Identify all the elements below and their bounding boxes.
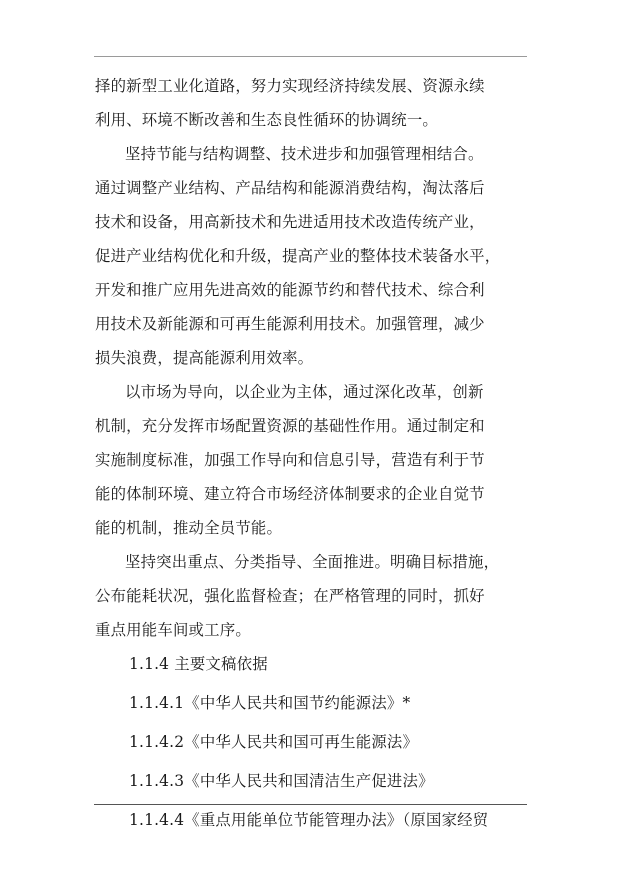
footer-rule <box>94 804 527 805</box>
text-line: 促进产业结构优化和升级，提高产业的整体技术装备水平， <box>95 247 501 265</box>
text-line: 用技术及新能源和可再生能源利用技术。加强管理，减少 <box>95 315 485 333</box>
reference-item: 1.1.4.1《中华人民共和国节约能源法》* <box>129 694 411 712</box>
text-line: 择的新型工业化道路，努力实现经济持续发展、资源永续 <box>95 77 485 95</box>
text-line: 开发和推广应用先进高效的能源节约和替代技术、综合利 <box>95 281 485 299</box>
header-rule <box>94 56 527 57</box>
paragraph-first-line: 坚持突出重点、分类指导、全面推进。明确目标措施， <box>125 553 500 571</box>
text-line: 技术和设备，用高新技术和先进适用技术改造传统产业， <box>95 213 485 231</box>
document-body <box>95 76 525 849</box>
text-line: 实施制度标准，加强工作导向和信息引导，营造有利于节 <box>95 451 485 469</box>
text-line: 能的机制，推动全员节能。 <box>95 519 283 537</box>
reference-item: 1.1.4.2《中华人民共和国可再生能源法》 <box>129 733 419 751</box>
reference-item: 1.1.4.4《重点用能单位节能管理办法》（原国家经贸 <box>129 811 489 829</box>
text-line: 公布能耗状况，强化监督检查；在严格管理的同时，抓好 <box>95 587 485 605</box>
reference-item: 1.1.4.3《中华人民共和国清洁生产促进法》 <box>129 772 434 790</box>
paragraph-first-line: 坚持节能与结构调整、技术进步和加强管理相结合。 <box>125 145 484 163</box>
text-line: 通过调整产业结构、产品结构和能源消费结构，淘汰落后 <box>95 179 485 197</box>
section-heading: 1.1.4 主要文稿依据 <box>129 655 268 673</box>
text-line: 机制，充分发挥市场配置资源的基础性作用。通过制定和 <box>95 417 485 435</box>
text-line: 损失浪费，提高能源利用效率。 <box>95 349 314 367</box>
text-line: 能的体制环境、建立符合市场经济体制要求的企业自觉节 <box>95 485 485 503</box>
paragraph-first-line: 以市场为导向，以企业为主体，通过深化改革，创新 <box>125 383 484 401</box>
text-line: 利用、环境不断改善和生态良性循环的协调统一。 <box>95 111 438 129</box>
text-line: 重点用能车间或工序。 <box>95 621 251 639</box>
